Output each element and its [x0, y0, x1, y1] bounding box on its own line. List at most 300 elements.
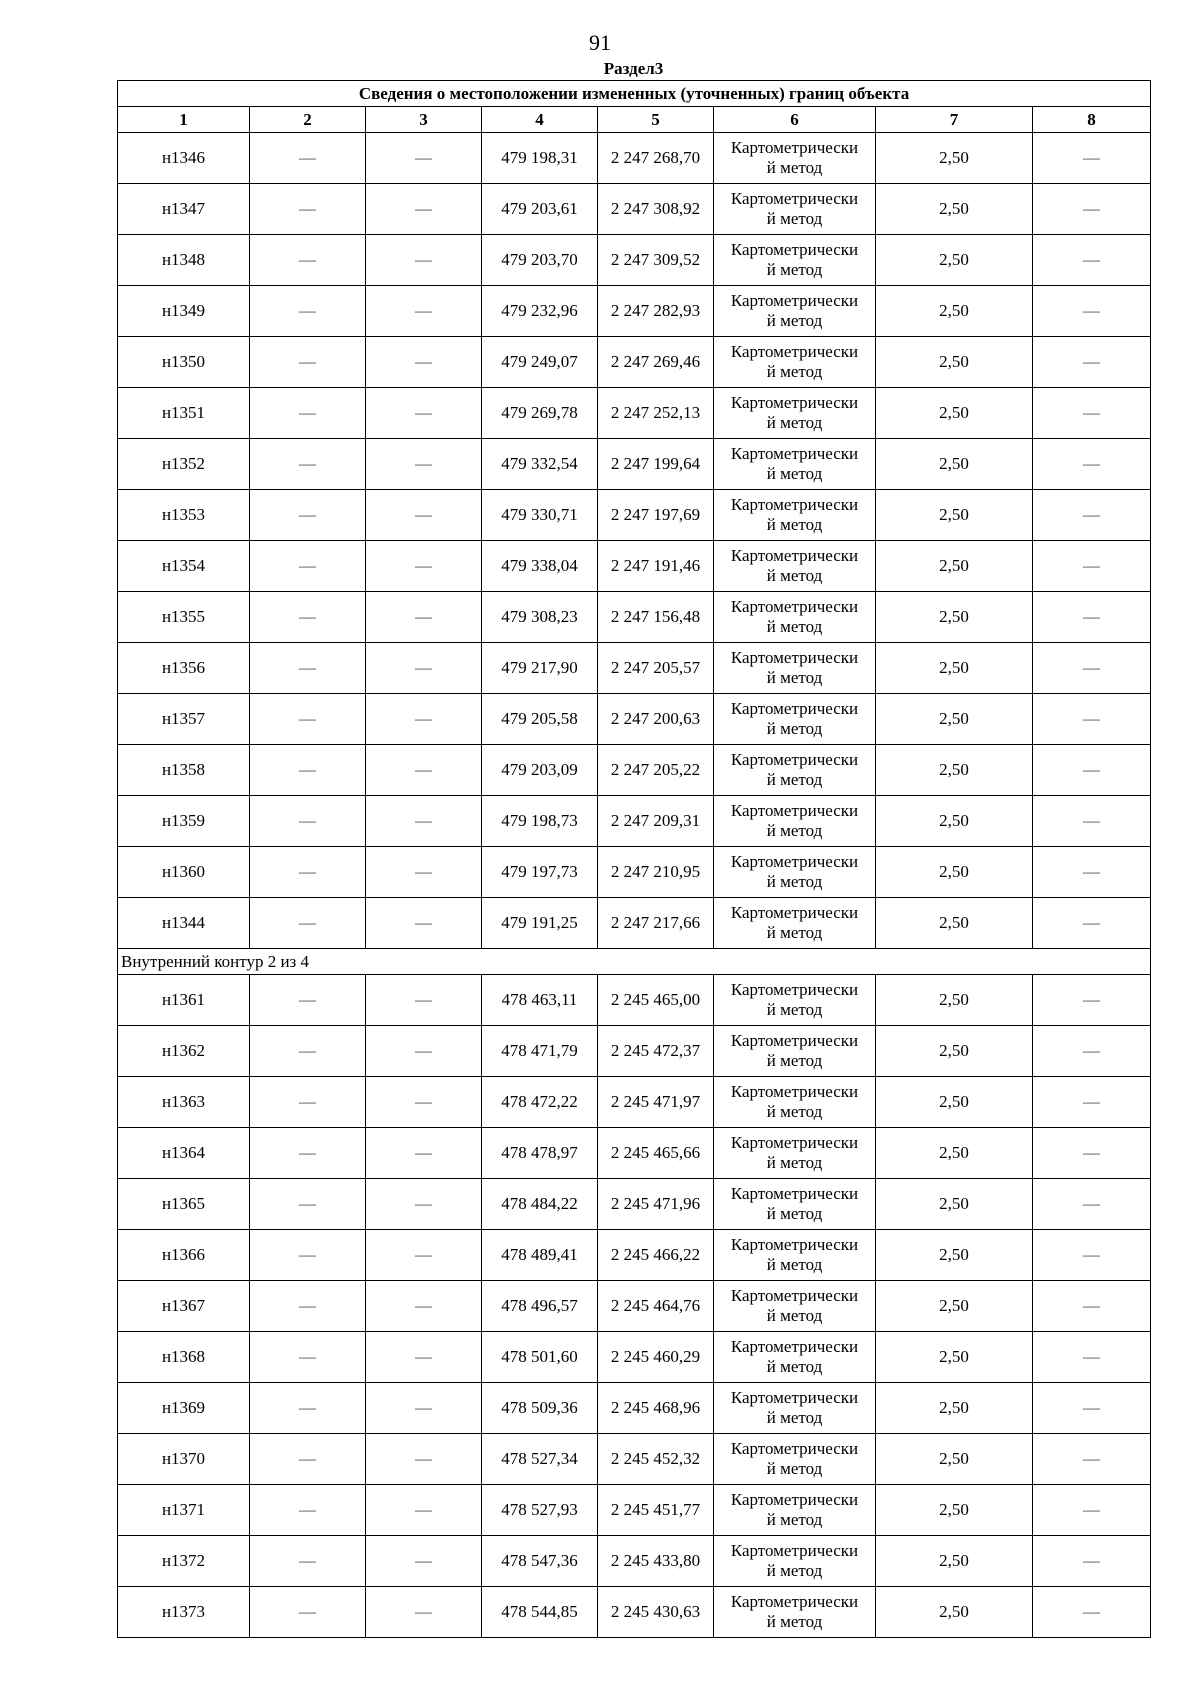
method-line: й метод	[766, 719, 823, 738]
method-cell	[714, 1230, 876, 1281]
empty-cell: —	[250, 847, 366, 898]
table-body	[118, 133, 1151, 1638]
empty-cell: —	[1033, 1434, 1151, 1485]
y-coordinate-cell: 2 247 200,63	[598, 694, 714, 745]
empty-cell: —	[250, 1179, 366, 1230]
y-coordinate-cell: 2 247 282,93	[598, 286, 714, 337]
method-line: й метод	[766, 1153, 823, 1172]
empty-cell: —	[1033, 796, 1151, 847]
empty-cell: —	[250, 1230, 366, 1281]
empty-cell: —	[1033, 286, 1151, 337]
x-coordinate-cell: 479 203,09	[482, 745, 598, 796]
method-cell	[714, 1179, 876, 1230]
method-line: Картометрически	[730, 699, 859, 718]
accuracy-cell: 2,50	[876, 975, 1033, 1026]
empty-cell: —	[1033, 898, 1151, 949]
accuracy-cell: 2,50	[876, 694, 1033, 745]
x-coordinate-cell: 478 478,97	[482, 1128, 598, 1179]
method-cell	[714, 643, 876, 694]
y-coordinate-cell: 2 245 433,80	[598, 1536, 714, 1587]
table-row	[118, 286, 1151, 337]
method-cell	[714, 796, 876, 847]
point-name-cell: н1344	[118, 898, 250, 949]
empty-cell: —	[366, 1383, 482, 1434]
method-line: Картометрически	[730, 1541, 859, 1560]
accuracy-cell: 2,50	[876, 1230, 1033, 1281]
point-name-cell: н1353	[118, 490, 250, 541]
point-name-cell: н1371	[118, 1485, 250, 1536]
method-line: й метод	[766, 260, 823, 279]
y-coordinate-cell: 2 245 472,37	[598, 1026, 714, 1077]
method-cell	[714, 235, 876, 286]
y-coordinate-cell: 2 245 460,29	[598, 1332, 714, 1383]
point-name-cell: н1360	[118, 847, 250, 898]
empty-cell: —	[250, 439, 366, 490]
empty-cell: —	[366, 898, 482, 949]
method-cell	[714, 1281, 876, 1332]
empty-cell: —	[250, 1485, 366, 1536]
x-coordinate-cell: 478 547,36	[482, 1536, 598, 1587]
empty-cell: —	[250, 1587, 366, 1638]
empty-cell: —	[366, 184, 482, 235]
accuracy-cell: 2,50	[876, 1332, 1033, 1383]
empty-cell: —	[1033, 490, 1151, 541]
method-cell	[714, 490, 876, 541]
point-name-cell: н1352	[118, 439, 250, 490]
empty-cell: —	[366, 490, 482, 541]
x-coordinate-cell: 479 205,58	[482, 694, 598, 745]
table-title: Сведения о местоположении измененных (уточненных) границ объекта	[118, 81, 1151, 107]
column-number: 5	[598, 107, 714, 133]
method-cell	[714, 975, 876, 1026]
method-line: й метод	[766, 1051, 823, 1070]
empty-cell: —	[366, 1587, 482, 1638]
accuracy-cell: 2,50	[876, 490, 1033, 541]
method-line: Картометрически	[730, 1184, 859, 1203]
method-line: Картометрически	[730, 750, 859, 769]
table-row	[118, 1026, 1151, 1077]
empty-cell: —	[366, 1434, 482, 1485]
empty-cell: —	[366, 1485, 482, 1536]
x-coordinate-cell: 479 332,54	[482, 439, 598, 490]
y-coordinate-cell: 2 247 217,66	[598, 898, 714, 949]
empty-cell: —	[366, 745, 482, 796]
y-coordinate-cell: 2 245 471,97	[598, 1077, 714, 1128]
method-line: й метод	[766, 1561, 823, 1580]
method-line: й метод	[766, 1510, 823, 1529]
method-line: Картометрически	[730, 393, 859, 412]
table-title-row	[118, 81, 1151, 107]
empty-cell: —	[366, 592, 482, 643]
point-name-cell: н1355	[118, 592, 250, 643]
method-cell	[714, 592, 876, 643]
x-coordinate-cell: 479 269,78	[482, 388, 598, 439]
y-coordinate-cell: 2 245 452,32	[598, 1434, 714, 1485]
table-row	[118, 1179, 1151, 1230]
empty-cell: —	[1033, 1485, 1151, 1536]
boundary-table	[117, 80, 1151, 1638]
point-name-cell: н1349	[118, 286, 250, 337]
empty-cell: —	[250, 1434, 366, 1485]
x-coordinate-cell: 479 330,71	[482, 490, 598, 541]
x-coordinate-cell: 478 509,36	[482, 1383, 598, 1434]
x-coordinate-cell: 478 489,41	[482, 1230, 598, 1281]
table-row	[118, 1536, 1151, 1587]
method-cell	[714, 847, 876, 898]
empty-cell: —	[366, 847, 482, 898]
method-cell	[714, 1587, 876, 1638]
empty-cell: —	[1033, 745, 1151, 796]
method-cell	[714, 541, 876, 592]
accuracy-cell: 2,50	[876, 439, 1033, 490]
method-cell	[714, 745, 876, 796]
empty-cell: —	[366, 796, 482, 847]
table-row	[118, 439, 1151, 490]
point-name-cell: н1365	[118, 1179, 250, 1230]
y-coordinate-cell: 2 247 205,22	[598, 745, 714, 796]
y-coordinate-cell: 2 247 156,48	[598, 592, 714, 643]
table-row	[118, 1128, 1151, 1179]
x-coordinate-cell: 478 527,34	[482, 1434, 598, 1485]
table-row	[118, 745, 1151, 796]
table-row	[118, 796, 1151, 847]
x-coordinate-cell: 478 471,79	[482, 1026, 598, 1077]
table-row	[118, 133, 1151, 184]
point-name-cell: н1350	[118, 337, 250, 388]
empty-cell: —	[366, 643, 482, 694]
empty-cell: —	[1033, 184, 1151, 235]
empty-cell: —	[250, 643, 366, 694]
empty-cell: —	[1033, 133, 1151, 184]
point-name-cell: н1363	[118, 1077, 250, 1128]
empty-cell: —	[366, 1230, 482, 1281]
method-cell	[714, 1128, 876, 1179]
empty-cell: —	[250, 388, 366, 439]
x-coordinate-cell: 478 496,57	[482, 1281, 598, 1332]
column-number: 3	[366, 107, 482, 133]
x-coordinate-cell: 479 217,90	[482, 643, 598, 694]
y-coordinate-cell: 2 247 197,69	[598, 490, 714, 541]
table-row	[118, 975, 1151, 1026]
method-cell	[714, 286, 876, 337]
column-number: 6	[714, 107, 876, 133]
accuracy-cell: 2,50	[876, 643, 1033, 694]
method-line: Картометрически	[730, 980, 859, 999]
empty-cell: —	[1033, 1179, 1151, 1230]
empty-cell: —	[1033, 541, 1151, 592]
empty-cell: —	[1033, 1281, 1151, 1332]
empty-cell: —	[1033, 1026, 1151, 1077]
empty-cell: —	[1033, 337, 1151, 388]
empty-cell: —	[366, 1128, 482, 1179]
point-name-cell: н1356	[118, 643, 250, 694]
method-cell	[714, 388, 876, 439]
method-line: Картометрически	[730, 189, 859, 208]
empty-cell: —	[1033, 975, 1151, 1026]
y-coordinate-cell: 2 247 210,95	[598, 847, 714, 898]
empty-cell: —	[366, 541, 482, 592]
y-coordinate-cell: 2 245 451,77	[598, 1485, 714, 1536]
point-name-cell: н1358	[118, 745, 250, 796]
method-line: Картометрически	[730, 138, 859, 157]
x-coordinate-cell: 478 527,93	[482, 1485, 598, 1536]
accuracy-cell: 2,50	[876, 184, 1033, 235]
empty-cell: —	[366, 388, 482, 439]
empty-cell: —	[250, 490, 366, 541]
x-coordinate-cell: 478 463,11	[482, 975, 598, 1026]
method-line: й метод	[766, 617, 823, 636]
table-row	[118, 592, 1151, 643]
table-row	[118, 541, 1151, 592]
point-name-cell: н1354	[118, 541, 250, 592]
empty-cell: —	[250, 796, 366, 847]
empty-cell: —	[366, 286, 482, 337]
table-row	[118, 1281, 1151, 1332]
point-name-cell: н1347	[118, 184, 250, 235]
method-line: й метод	[766, 1204, 823, 1223]
x-coordinate-cell: 478 484,22	[482, 1179, 598, 1230]
empty-cell: —	[1033, 847, 1151, 898]
accuracy-cell: 2,50	[876, 133, 1033, 184]
table-row	[118, 847, 1151, 898]
empty-cell: —	[250, 337, 366, 388]
empty-cell: —	[1033, 388, 1151, 439]
x-coordinate-cell: 479 249,07	[482, 337, 598, 388]
table-row	[118, 1587, 1151, 1638]
empty-cell: —	[250, 1383, 366, 1434]
empty-cell: —	[1033, 643, 1151, 694]
table-row	[118, 337, 1151, 388]
x-coordinate-cell: 479 308,23	[482, 592, 598, 643]
method-line: Картометрически	[730, 444, 859, 463]
method-line: й метод	[766, 1255, 823, 1274]
method-line: Картометрически	[730, 240, 859, 259]
table-row	[118, 388, 1151, 439]
accuracy-cell: 2,50	[876, 1485, 1033, 1536]
empty-cell: —	[250, 184, 366, 235]
x-coordinate-cell: 479 198,73	[482, 796, 598, 847]
empty-cell: —	[366, 235, 482, 286]
table-row	[118, 694, 1151, 745]
method-line: Картометрически	[730, 597, 859, 616]
empty-cell: —	[1033, 1077, 1151, 1128]
point-name-cell: н1367	[118, 1281, 250, 1332]
accuracy-cell: 2,50	[876, 796, 1033, 847]
table-row	[118, 235, 1151, 286]
point-name-cell: н1357	[118, 694, 250, 745]
method-cell	[714, 1026, 876, 1077]
table-row	[118, 1230, 1151, 1281]
empty-cell: —	[250, 745, 366, 796]
empty-cell: —	[1033, 1332, 1151, 1383]
y-coordinate-cell: 2 247 308,92	[598, 184, 714, 235]
method-line: й метод	[766, 1357, 823, 1376]
contour-row	[118, 949, 1151, 975]
method-line: Картометрически	[730, 903, 859, 922]
method-line: й метод	[766, 1102, 823, 1121]
table-row	[118, 1485, 1151, 1536]
accuracy-cell: 2,50	[876, 1383, 1033, 1434]
empty-cell: —	[366, 1281, 482, 1332]
point-name-cell: н1370	[118, 1434, 250, 1485]
table-row	[118, 1077, 1151, 1128]
empty-cell: —	[1033, 439, 1151, 490]
empty-cell: —	[366, 694, 482, 745]
table-row	[118, 490, 1151, 541]
method-line: й метод	[766, 413, 823, 432]
y-coordinate-cell: 2 245 471,96	[598, 1179, 714, 1230]
method-line: й метод	[766, 1459, 823, 1478]
empty-cell: —	[250, 694, 366, 745]
method-cell	[714, 439, 876, 490]
table-row	[118, 643, 1151, 694]
section-label: Раздел3	[603, 59, 664, 78]
empty-cell: —	[366, 133, 482, 184]
x-coordinate-cell: 479 203,61	[482, 184, 598, 235]
accuracy-cell: 2,50	[876, 286, 1033, 337]
method-cell	[714, 337, 876, 388]
empty-cell: —	[366, 1179, 482, 1230]
accuracy-cell: 2,50	[876, 1026, 1033, 1077]
accuracy-cell: 2,50	[876, 1434, 1033, 1485]
empty-cell: —	[250, 1536, 366, 1587]
empty-cell: —	[250, 975, 366, 1026]
empty-cell: —	[366, 337, 482, 388]
y-coordinate-cell: 2 245 430,63	[598, 1587, 714, 1638]
empty-cell: —	[366, 1077, 482, 1128]
x-coordinate-cell: 479 197,73	[482, 847, 598, 898]
point-name-cell: н1351	[118, 388, 250, 439]
y-coordinate-cell: 2 245 465,00	[598, 975, 714, 1026]
y-coordinate-cell: 2 247 209,31	[598, 796, 714, 847]
y-coordinate-cell: 2 245 465,66	[598, 1128, 714, 1179]
empty-cell: —	[250, 541, 366, 592]
y-coordinate-cell: 2 247 269,46	[598, 337, 714, 388]
accuracy-cell: 2,50	[876, 592, 1033, 643]
method-line: й метод	[766, 821, 823, 840]
point-name-cell: н1346	[118, 133, 250, 184]
empty-cell: —	[250, 1128, 366, 1179]
table-row	[118, 1383, 1151, 1434]
method-line: й метод	[766, 158, 823, 177]
column-number: 8	[1033, 107, 1151, 133]
empty-cell: —	[250, 1077, 366, 1128]
table-row	[118, 1332, 1151, 1383]
method-line: Картометрически	[730, 648, 859, 667]
empty-cell: —	[250, 592, 366, 643]
point-name-cell: н1361	[118, 975, 250, 1026]
method-line: Картометрически	[730, 495, 859, 514]
accuracy-cell: 2,50	[876, 1536, 1033, 1587]
empty-cell: —	[1033, 1230, 1151, 1281]
method-line: Картометрически	[730, 291, 859, 310]
method-line: й метод	[766, 872, 823, 891]
accuracy-cell: 2,50	[876, 388, 1033, 439]
point-name-cell: н1373	[118, 1587, 250, 1638]
method-line: й метод	[766, 923, 823, 942]
method-cell	[714, 1485, 876, 1536]
method-line: Картометрически	[730, 1337, 859, 1356]
method-line: Картометрически	[730, 1082, 859, 1101]
empty-cell: —	[250, 235, 366, 286]
point-name-cell: н1348	[118, 235, 250, 286]
column-number: 1	[118, 107, 250, 133]
point-name-cell: н1369	[118, 1383, 250, 1434]
method-line: й метод	[766, 1000, 823, 1019]
y-coordinate-cell: 2 247 309,52	[598, 235, 714, 286]
x-coordinate-cell: 478 472,22	[482, 1077, 598, 1128]
empty-cell: —	[250, 286, 366, 337]
method-line: Картометрически	[730, 1235, 859, 1254]
method-line: Картометрически	[730, 1388, 859, 1407]
contour-label: Внутренний контур 2 из 4	[118, 949, 1151, 975]
method-line: Картометрически	[730, 1133, 859, 1152]
accuracy-cell: 2,50	[876, 1281, 1033, 1332]
accuracy-cell: 2,50	[876, 1587, 1033, 1638]
column-number: 4	[482, 107, 598, 133]
accuracy-cell: 2,50	[876, 1077, 1033, 1128]
method-line: й метод	[766, 515, 823, 534]
method-cell	[714, 133, 876, 184]
empty-cell: —	[1033, 592, 1151, 643]
method-line: й метод	[766, 668, 823, 687]
x-coordinate-cell: 479 198,31	[482, 133, 598, 184]
x-coordinate-cell: 479 338,04	[482, 541, 598, 592]
accuracy-cell: 2,50	[876, 847, 1033, 898]
empty-cell: —	[250, 1026, 366, 1077]
method-cell	[714, 694, 876, 745]
table-row	[118, 1434, 1151, 1485]
table-row	[118, 898, 1151, 949]
point-name-cell: н1372	[118, 1536, 250, 1587]
point-name-cell: н1364	[118, 1128, 250, 1179]
method-line: Картометрически	[730, 1286, 859, 1305]
empty-cell: —	[1033, 694, 1151, 745]
method-line: Картометрически	[730, 852, 859, 871]
table-row	[118, 184, 1151, 235]
empty-cell: —	[1033, 1128, 1151, 1179]
point-name-cell: н1362	[118, 1026, 250, 1077]
empty-cell: —	[1033, 1536, 1151, 1587]
empty-cell: —	[1033, 1383, 1151, 1434]
method-line: й метод	[766, 311, 823, 330]
x-coordinate-cell: 478 501,60	[482, 1332, 598, 1383]
method-line: Картометрически	[730, 1490, 859, 1509]
method-line: Картометрически	[730, 1031, 859, 1050]
empty-cell: —	[366, 439, 482, 490]
method-line: Картометрически	[730, 546, 859, 565]
empty-cell: —	[250, 1281, 366, 1332]
method-cell	[714, 1536, 876, 1587]
method-line: й метод	[766, 209, 823, 228]
method-line: й метод	[766, 1612, 823, 1631]
method-cell	[714, 1332, 876, 1383]
method-line: й метод	[766, 1306, 823, 1325]
method-cell	[714, 184, 876, 235]
y-coordinate-cell: 2 245 468,96	[598, 1383, 714, 1434]
method-line: Картометрически	[730, 801, 859, 820]
method-line: Картометрически	[730, 342, 859, 361]
y-coordinate-cell: 2 245 464,76	[598, 1281, 714, 1332]
y-coordinate-cell: 2 247 252,13	[598, 388, 714, 439]
empty-cell: —	[250, 133, 366, 184]
x-coordinate-cell: 479 232,96	[482, 286, 598, 337]
method-cell	[714, 1434, 876, 1485]
x-coordinate-cell: 478 544,85	[482, 1587, 598, 1638]
accuracy-cell: 2,50	[876, 898, 1033, 949]
accuracy-cell: 2,50	[876, 745, 1033, 796]
method-line: й метод	[766, 464, 823, 483]
